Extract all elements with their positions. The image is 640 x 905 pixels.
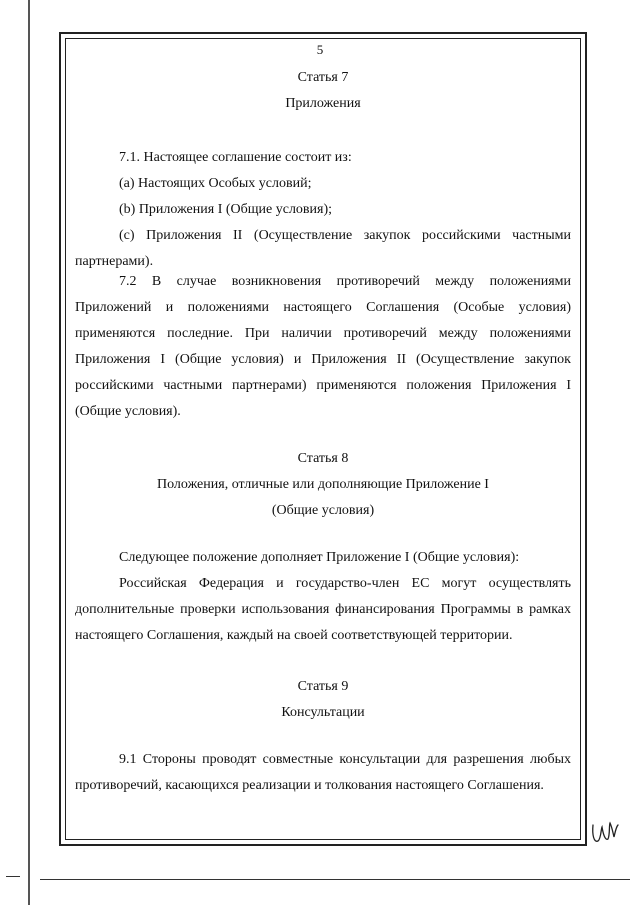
article-8-paragraph-2: Российская Федерация и государство-член ЕС могут осуществлять дополнительные проверки использования финансирования Программы в рамках настоящего Соглашения, каждый на своей соответствующей территории. [75, 576, 571, 643]
article-7-paragraph-2: (а) Настоящих Особых условий; [119, 176, 312, 191]
article-7-paragraph-4: (c) Приложения II (Осуществление закупок российскими частными партнерами). [75, 228, 571, 269]
article-8-subtitle-line-2: (Общие условия) [271, 503, 375, 518]
article-7-subtitle: Приложения [285, 96, 361, 111]
bottom-rule [40, 879, 630, 880]
handwritten-initials-signature [589, 815, 621, 847]
scan-edge-line [28, 0, 30, 905]
article-9-title: Статья 9 [297, 679, 349, 694]
margin-tick [6, 876, 20, 877]
article-7-paragraph-3: (b) Приложения I (Общие условия); [119, 202, 333, 217]
article-8-title: Статья 8 [297, 451, 349, 466]
page-number: 5 [316, 42, 324, 57]
article-7-paragraph-1: 7.1. Настоящее соглашение состоит из: [119, 150, 352, 165]
article-7-title: Статья 7 [297, 70, 349, 85]
article-9-paragraph-1: 9.1 Стороны проводят совместные консультации для разрешения любых противоречий, касающихся реализации и толкования настоящего Соглашения. [75, 752, 571, 793]
article-8-subtitle-line-1: Положения, отличные или дополняющие Приложение I [157, 477, 489, 492]
article-7-paragraph-5: 7.2 В случае возникновения противоречий между положениями Приложений и положениями настоящего Соглашения (Особые условия) применяются последние. При наличии противоречий между положениями Приложения I (Общие условия) и Приложения II (Осуществление закупок российскими частными партнерами) применяются положения Приложения I (Общие условия). [75, 274, 571, 419]
article-9-subtitle: Консультации [281, 705, 365, 720]
article-8-paragraph-1: Следующее положение дополняет Приложение I (Общие условия): [119, 550, 520, 565]
